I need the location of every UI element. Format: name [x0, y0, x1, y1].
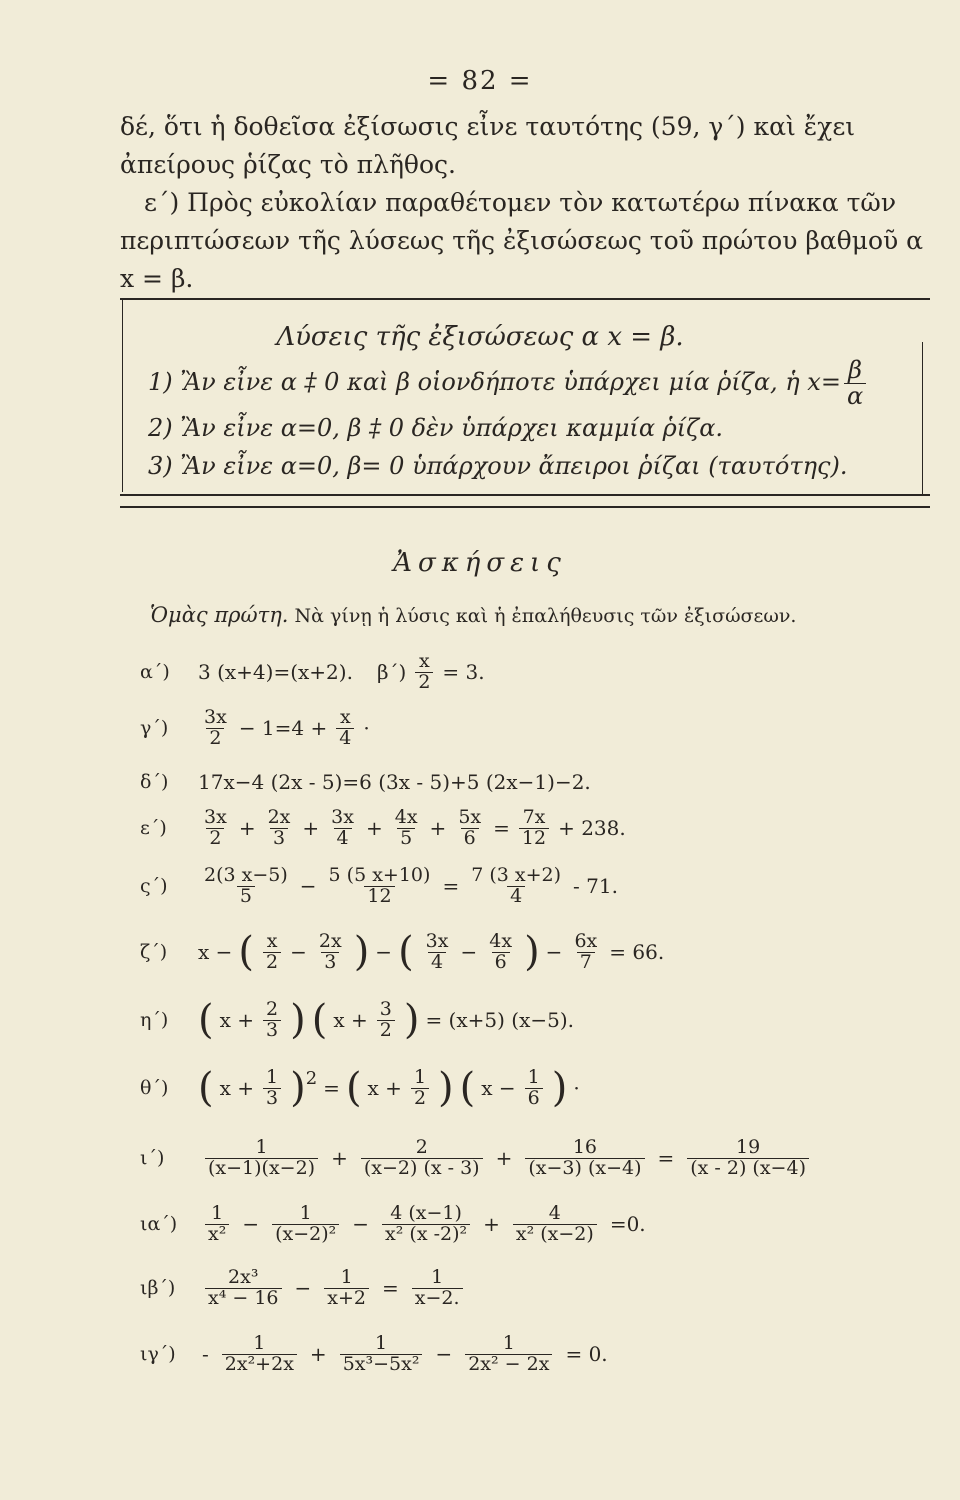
minus-sign: −	[352, 1212, 370, 1237]
plus-sign: +	[483, 1212, 500, 1237]
exercise-end: + 238.	[558, 816, 626, 841]
fraction-denominator: α	[844, 383, 866, 409]
exercise-rhs: = 3.	[442, 660, 485, 685]
plus-sign: +	[365, 816, 383, 841]
exercise-g	[140, 929, 665, 976]
exercise-label: ς΄)	[140, 875, 168, 898]
fraction	[263, 1068, 281, 1109]
fraction-denominator: 3	[263, 1020, 281, 1041]
exercise-i	[140, 1065, 580, 1112]
minus-sign: −	[545, 940, 563, 965]
fraction-denominator: 12	[364, 886, 394, 907]
exercise-end: = 0.	[565, 1342, 608, 1367]
fraction-numerator: 2x³	[228, 1266, 259, 1288]
exercise-end: ·	[363, 716, 370, 741]
fraction	[844, 358, 866, 409]
exercise-term: x +	[219, 1008, 255, 1033]
fraction	[687, 1138, 809, 1179]
page-number: = 82 =	[427, 66, 533, 96]
exercise-label: α΄)	[140, 661, 170, 684]
minus-sign: −	[460, 940, 478, 965]
fraction-numerator: 1	[299, 1202, 312, 1224]
fraction-numerator: 2x	[318, 930, 342, 952]
fraction	[205, 1204, 229, 1245]
fraction	[222, 1334, 297, 1375]
fraction	[201, 808, 230, 849]
fraction-numerator: 1	[340, 1266, 353, 1288]
fraction-denominator: 5	[397, 828, 415, 849]
fraction-denominator: 3	[270, 828, 288, 849]
fraction-numerator: 1	[266, 1066, 279, 1088]
minus-sign: −	[299, 874, 317, 899]
exercise-equation: 17x−4 (2x - 5)=6 (3x - 5)+5 (2x−1)−2.	[198, 770, 591, 794]
fraction-numerator: 3	[379, 998, 392, 1020]
fraction	[412, 1268, 463, 1309]
fraction-numerator: 7 (3 x+2)	[471, 864, 562, 886]
equals-sign: =	[323, 1076, 340, 1101]
fraction-denominator: 2x² − 2x	[465, 1354, 552, 1375]
fraction-numerator: 3x	[425, 930, 449, 952]
box-title: Λύσεις τῆς ἐξισώσεως α x = β.	[276, 322, 684, 352]
fraction-denominator: 2	[206, 728, 224, 749]
exercise-term: x +	[333, 1008, 368, 1033]
exercise-equation: 3 (x+4)=(x+2).	[198, 660, 353, 685]
section-title: Ἀσκήσεις	[393, 548, 567, 578]
box-right-border	[922, 342, 923, 494]
fraction-denominator: 5	[237, 886, 255, 907]
fraction-denominator: x² (x−2)	[513, 1224, 597, 1245]
fraction	[324, 1268, 369, 1309]
fraction	[205, 1138, 318, 1179]
fraction-numerator: x	[266, 930, 278, 952]
fraction	[468, 866, 564, 907]
fraction	[316, 932, 345, 973]
exercise-term: x −	[198, 940, 233, 965]
left-paren: (	[345, 1065, 362, 1112]
fraction-denominator: 6	[461, 828, 479, 849]
fraction	[272, 1204, 339, 1245]
left-paren: (	[311, 997, 328, 1044]
exercise-end: = (x+5) (x−5).	[425, 1008, 575, 1033]
exercise-c	[140, 708, 370, 749]
box-bottom-rule	[120, 494, 930, 496]
exercise-label: ε΄)	[140, 817, 167, 840]
fraction	[465, 1334, 552, 1375]
fraction-numerator: 1	[527, 1066, 540, 1088]
fraction-numerator: 2	[415, 1136, 428, 1158]
exercise-label: θ΄)	[140, 1077, 169, 1100]
fraction-denominator: (x−2) (x - 3)	[361, 1158, 483, 1179]
fraction	[519, 808, 549, 849]
fraction-numerator: 5 (5 x+10)	[328, 864, 431, 886]
fraction-denominator: (x−1)(x−2)	[205, 1158, 318, 1179]
fraction-numerator: 3x	[331, 806, 354, 828]
minus-sign: -	[202, 1342, 209, 1367]
equals-sign: =	[442, 874, 460, 899]
left-paren: (	[398, 929, 414, 976]
fraction	[263, 932, 281, 973]
fraction-numerator: 4 (x−1)	[390, 1202, 462, 1224]
fraction-numerator: 4	[548, 1202, 561, 1224]
left-paren: (	[198, 1065, 214, 1112]
box-case-1-text: 1) Ἂν εἶνε α ‡ 0 καὶ β οἱονδήποτε ὑπάρχει μία ῥίζα, ἡ x=	[148, 368, 841, 397]
exercise-label: ζ΄)	[140, 941, 168, 964]
right-paren: )	[438, 1065, 454, 1112]
fraction-numerator: 6x	[574, 930, 598, 952]
fraction-denominator: 4	[428, 952, 446, 973]
right-paren: )	[551, 1065, 568, 1112]
fraction	[205, 1268, 282, 1309]
fraction-denominator: 2	[415, 672, 433, 693]
right-paren: )	[290, 997, 306, 1044]
right-paren: )	[353, 929, 370, 976]
box-case-3: 3) Ἂν εἶνε α=0, β= 0 ὑπάρχουν ἄπειροι ῥίζαι (ταυτότης).	[148, 452, 848, 480]
exercise-k	[140, 1204, 646, 1245]
fraction-numerator: 1	[431, 1266, 444, 1288]
fraction-numerator: 19	[736, 1136, 761, 1158]
fraction	[328, 808, 357, 849]
fraction	[571, 932, 600, 973]
fraction-numerator: 1	[255, 1136, 268, 1158]
fraction	[326, 866, 434, 907]
exercise-end: - 71.	[573, 874, 618, 899]
paragraph-2: ε΄) Πρὸς εὐκολίαν παραθέτομεν τὸν κατωτέρω πίνακα τῶν περιπτώσεων τῆς λύσεως τῆς ἐξισώσεως τοῦ πρώτου βαθμοῦ α x = β.	[120, 188, 924, 293]
minus-sign: −	[242, 1212, 260, 1237]
exercise-label: ια΄)	[140, 1213, 178, 1236]
plus-sign: +	[429, 816, 447, 841]
exercise-end: = 66.	[609, 940, 665, 965]
exercise-d	[140, 770, 591, 794]
plus-sign: +	[302, 816, 320, 841]
equals-sign: =	[493, 816, 510, 841]
fraction-denominator: 7	[577, 952, 595, 973]
fraction-numerator: 1	[413, 1066, 427, 1088]
group-intro	[150, 603, 796, 627]
fraction-denominator: 12	[519, 828, 549, 849]
fraction-denominator: x⁴ − 16	[205, 1288, 282, 1309]
fraction-denominator: x−2.	[412, 1288, 463, 1309]
exercise-m	[140, 1334, 608, 1375]
plus-sign: +	[495, 1146, 513, 1171]
fraction-numerator: 7x	[522, 806, 546, 828]
fraction-denominator: 4	[507, 886, 525, 907]
exercise-term: x +	[219, 1076, 255, 1101]
fraction	[411, 1068, 429, 1109]
exercise-term: − 1=4 +	[238, 716, 328, 741]
exercise-j	[140, 1138, 812, 1179]
right-paren: )	[524, 929, 540, 976]
fraction-numerator: 1	[211, 1202, 224, 1224]
fraction-denominator: 2	[263, 952, 281, 973]
fraction-denominator: 4	[334, 828, 352, 849]
exercise-label: β΄)	[376, 660, 407, 685]
fraction	[525, 1068, 543, 1109]
fraction	[336, 708, 354, 749]
fraction-denominator: 2x²+2x	[222, 1354, 297, 1375]
fraction-numerator: 3x	[204, 806, 227, 828]
exponent: 2	[305, 1068, 318, 1089]
fraction-denominator: (x - 2) (x−4)	[687, 1158, 809, 1179]
fraction-denominator: x² (x -2)²	[382, 1224, 470, 1245]
minus-sign: −	[435, 1342, 453, 1367]
fraction-denominator: 6	[492, 952, 510, 973]
right-paren: )	[403, 997, 420, 1044]
plus-sign: +	[331, 1146, 348, 1171]
fraction	[392, 808, 421, 849]
fraction-denominator: 2	[377, 1020, 395, 1041]
fraction-denominator: (x−2)²	[272, 1224, 339, 1245]
fraction	[415, 652, 433, 693]
fraction-numerator: 3x	[204, 706, 227, 728]
fraction-denominator: 3	[321, 952, 339, 973]
exercise-a	[140, 652, 485, 693]
exercise-label: γ΄)	[140, 717, 169, 740]
fraction-denominator: 6	[525, 1088, 543, 1109]
fraction	[201, 708, 230, 749]
box-case-1	[148, 358, 869, 409]
fraction-numerator: 1	[375, 1332, 388, 1354]
fraction-denominator: x²	[205, 1224, 229, 1245]
plus-sign: +	[238, 816, 256, 841]
exercise-term: x −	[481, 1076, 516, 1101]
fraction	[263, 1000, 281, 1041]
fraction-numerator: 1	[253, 1332, 266, 1354]
exercise-label: ι΄)	[140, 1147, 165, 1170]
minus-sign: −	[294, 1276, 312, 1301]
fraction-numerator: 16	[572, 1136, 598, 1158]
exercise-term: x +	[367, 1076, 402, 1101]
exercise-f	[140, 866, 618, 907]
fraction-numerator: 2(3 x−5)	[204, 864, 288, 886]
fraction	[486, 932, 515, 973]
fraction	[265, 808, 294, 849]
fraction-denominator: 2	[411, 1088, 429, 1109]
fraction	[377, 1000, 395, 1041]
box-top-rule	[120, 298, 930, 300]
exercise-label: δ΄)	[140, 771, 169, 793]
fraction-numerator: 2x	[267, 806, 291, 828]
group-intro-text: Νὰ γίνῃ ἡ λύσις καὶ ἡ ἐπαλήθευσις τῶν ἐξισώσεων.	[294, 605, 797, 627]
fraction-denominator: 2	[206, 828, 224, 849]
left-paren: (	[459, 1065, 476, 1112]
fraction	[201, 866, 291, 907]
fraction-numerator: 4x	[394, 806, 418, 828]
fraction-numerator: 4x	[489, 930, 513, 952]
fraction	[525, 1138, 644, 1179]
fraction	[423, 932, 452, 973]
paragraph-1: δέ, ὅτι ἡ δοθεῖσα ἐξίσωσις εἶνε ταυτότης (59, γ΄) καὶ ἔχει ἀπείρους ῥίζας τὸ πλῆθος.	[120, 112, 856, 179]
exercise-e	[140, 808, 626, 849]
exercise-label: η΄)	[140, 1009, 169, 1032]
exercise-end: ·	[573, 1076, 580, 1101]
fraction-denominator: 3	[263, 1088, 281, 1109]
fraction-numerator: x	[339, 706, 351, 728]
fraction-denominator: 5x³−5x²	[340, 1354, 423, 1375]
fraction-numerator: x	[419, 650, 430, 672]
fraction-denominator: 4	[336, 728, 354, 749]
group-intro-title: Ὁμὰς πρώτη.	[150, 603, 289, 627]
exercise-label: ιβ΄)	[140, 1277, 176, 1300]
box-case-2: 2) Ἂν εἶνε α=0, β ‡ 0 δὲν ὑπάρχει καμμία ῥίζα.	[148, 414, 724, 442]
left-paren: (	[198, 997, 214, 1044]
minus-sign: −	[375, 940, 393, 965]
exercise-h	[140, 997, 575, 1044]
plus-sign: +	[309, 1342, 327, 1367]
fraction-denominator: x+2	[324, 1288, 369, 1309]
equals-sign: =	[657, 1146, 675, 1171]
fraction	[361, 1138, 483, 1179]
fraction-numerator: 5x	[458, 806, 482, 828]
fraction	[382, 1204, 470, 1245]
fraction-numerator: 1	[502, 1332, 515, 1354]
left-paren: (	[238, 929, 255, 976]
fraction	[340, 1334, 423, 1375]
fraction-numerator: β	[848, 356, 862, 384]
fraction	[513, 1204, 597, 1245]
minus-sign: −	[290, 940, 307, 965]
exercise-end: =0.	[609, 1212, 646, 1237]
exercise-l	[140, 1268, 466, 1309]
exercise-label: ιγ΄)	[140, 1343, 176, 1366]
equals-sign: =	[382, 1276, 399, 1301]
right-paren: )	[290, 1065, 306, 1112]
fraction	[455, 808, 484, 849]
fraction-denominator: (x−3) (x−4)	[525, 1158, 644, 1179]
fraction-numerator: 2	[266, 998, 279, 1020]
box-bottom-rule-2	[120, 506, 930, 508]
